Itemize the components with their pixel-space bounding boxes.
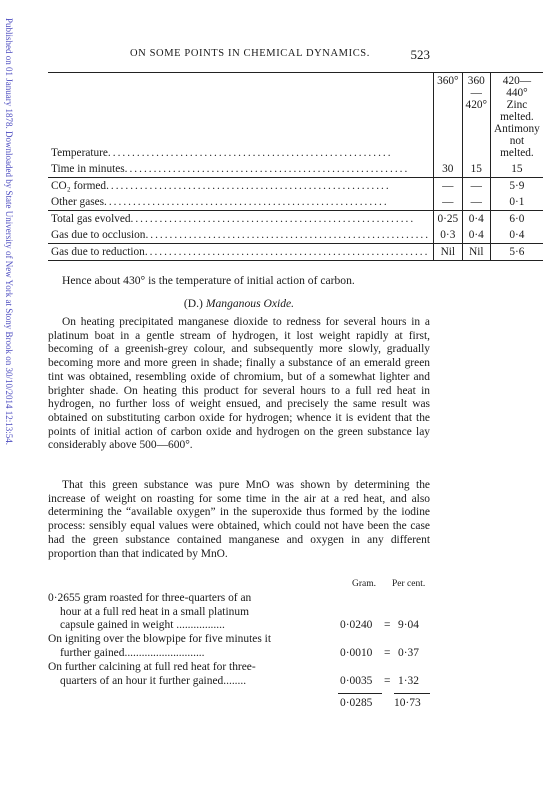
total-gram: 0·0285 [340, 697, 373, 709]
note-not-melted: not melted. [500, 135, 534, 159]
results-column-heads [48, 578, 430, 590]
result-entry [48, 592, 430, 633]
provenance-watermark [2, 18, 16, 538]
reduction-table [48, 72, 543, 261]
temp-3: 420—440° [502, 75, 532, 99]
temp-2: 360—420° [462, 73, 490, 162]
table-row-occlusion [48, 227, 543, 244]
note-antimony: Antimony [494, 123, 540, 135]
entry-percent: 9·04 [398, 619, 419, 631]
entry-equals: = [384, 619, 391, 631]
provenance-text: Published on 01 January 1878. Downloaded by State University of New York at Stony Brook on 30/10/2014 12:13:54. [4, 18, 14, 445]
entry-gram: 0·0240 [340, 619, 373, 631]
other-3: 0·1 [491, 194, 543, 211]
table-row-time [48, 161, 543, 178]
section-label: (D.) [183, 297, 203, 310]
page-number: 523 [410, 47, 430, 62]
entry-equals: = [384, 647, 391, 659]
time-1: 30 [434, 161, 462, 178]
entry-equals: = [384, 675, 391, 687]
label-time: Time in minutes [51, 163, 125, 175]
reduction-2: Nil [462, 244, 490, 261]
label-temperature: Temperature [51, 147, 108, 159]
running-title: ON SOME POINTS IN CHEMICAL DYNAMICS. [130, 48, 370, 59]
table-row-temperature [48, 73, 543, 162]
reduction-1: Nil [434, 244, 462, 261]
label-occlusion: Gas due to occlusion [51, 229, 146, 241]
label-reduction: Gas due to reduction [51, 246, 145, 258]
entry-line: capsule gained in weight ................. [60, 619, 225, 632]
co2-3: 5·9 [491, 178, 543, 195]
table-row-total [48, 211, 543, 228]
entry-percent: 0·37 [398, 647, 419, 659]
section-heading [48, 297, 430, 310]
table-row-co2 [48, 178, 543, 195]
running-header [48, 48, 430, 62]
entry-gram: 0·0035 [340, 675, 373, 687]
occlusion-2: 0·4 [462, 227, 490, 244]
label-co2: CO₂ formed [51, 180, 107, 192]
entry-line: On further calcining at full red heat for three- [48, 661, 256, 673]
result-entry [48, 633, 430, 661]
other-1: — [434, 194, 462, 211]
reduction-3: 5·6 [491, 244, 543, 261]
sum-rule-gram [338, 693, 382, 694]
total-1: 0·25 [434, 211, 462, 228]
entry-line: 0·2655 gram roasted for three-quarters of an [48, 592, 252, 604]
entry-gram: 0·0010 [340, 647, 373, 659]
table-row-reduction [48, 244, 543, 261]
other-2: — [462, 194, 490, 211]
total-percent: 10·73 [394, 697, 421, 709]
total-3: 6·0 [491, 211, 543, 228]
temp-1: 360° [434, 73, 462, 162]
total-2: 0·4 [462, 211, 490, 228]
label-total: Total gas evolved [51, 213, 131, 225]
occlusion-3: 0·4 [491, 227, 543, 244]
note-zinc: Zinc melted. [500, 99, 534, 123]
gram-heading: Gram. [352, 579, 377, 589]
conclusion-sentence: Hence about 430° is the temperature of initial action of carbon. [62, 274, 355, 287]
label-other-gases: Other gases [51, 196, 105, 208]
paragraph-1: On heating precipitated manganese dioxide to redness for several hours in a platinum boat in a gentle stream of hydrogen, it lost weight rapidly at first, becoming of a greenish-grey colour, and subsequently more slowly, gradually becoming more and more green in shade; finally a substance of an emerald green tint was obtained, resembling oxide of chromium, but of a somewhat lighter and brighter shade. On heating this product for several hours to a full red heat in hydrogen, no further loss of weight ensued, and precisely the same result was obtained on substituting carbon oxide for hydrogen; whence it is evident that the points of initial action of carbon oxide and hydrogen on the green substance lay considerably above 500—600°. [48, 316, 430, 452]
occlusion-1: 0·3 [434, 227, 462, 244]
table-row-other-gases [48, 194, 543, 211]
sum-rule-percent [394, 693, 430, 694]
entry-line: hour at a full red heat in a small platinum [60, 605, 249, 618]
entry-line: further gained............................ [60, 646, 205, 659]
entry-percent: 1·32 [398, 675, 419, 687]
co2-1: — [434, 178, 462, 195]
entry-line: On igniting over the blowpipe for five minutes it [48, 633, 271, 645]
result-entry [48, 661, 430, 689]
time-3: 15 [491, 161, 543, 178]
paragraph-2: That this green substance was pure MnO was shown by determining the increase of weight on roasting for some time in the air at a red heat, and also determining the “available oxygen” in the superoxide thus formed by the iodine process: sensibly equal values were obtained, which could not have been the case had the green substance contained manganese and oxygen in any different proportion than that indicated by MnO. [48, 479, 430, 560]
entry-line: quarters of an hour it further gained........ [60, 674, 247, 687]
percent-heading: Per cent. [392, 579, 426, 589]
time-2: 15 [462, 161, 490, 178]
co2-2: — [462, 178, 490, 195]
section-title: Manganous Oxide. [205, 297, 295, 310]
